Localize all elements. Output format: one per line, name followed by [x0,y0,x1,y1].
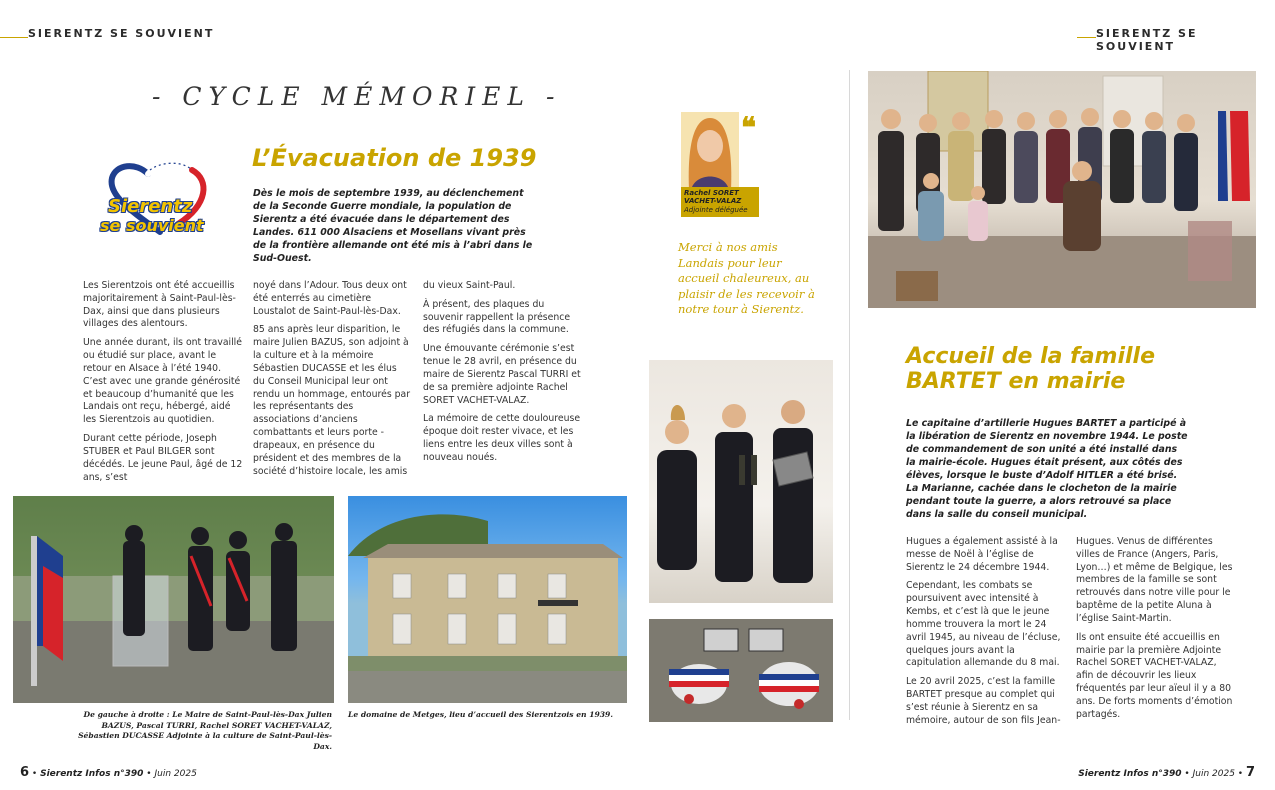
column-2-left [253,280,411,484]
paragraph: Hugues a également assisté à la messe de Noël à l’église de Sierentz le 24 décembre 1944. [906,536,1058,573]
paragraph: La mémoire de cette douloureuse époque doit rester vivace, et les liens entre les deux villes sont à nouveau noués. [423,413,581,463]
footer-mag-right: Sierentz Infos n°390 [1078,769,1182,779]
quote-mark-icon: ❝ [741,111,757,144]
column-3-left [423,280,583,471]
photo-officials [649,360,833,603]
paragraph: Cependant, les combats se poursuivent avec intensité à Kembs, et c’est là que le jeune homme trouvera la mort le 24 avril 1945, au niveau de l’écluse, quelques jours avant la capitulation allemande du 8 mai. [906,580,1061,669]
footer-mag-left: Sierentz Infos n°390 [40,769,144,779]
caption-domaine: Le domaine de Metges, lieu d’accueil des Sierentzois en 1939. [348,710,613,719]
paragraph: Une année durant, ils ont travaillé ou étudié sur place, avant le retour en Alsace à l’été 1940. C’est avec une grande générosité et beaucoup d’humanité que les Landais ont reçu, hébergé, aidé les Sierentzois au quotidien. [83,337,242,426]
photo-family-group [868,71,1256,308]
photo-domaine-metges [348,496,627,703]
paragraph: Le 20 avril 2025, c’est la famille BARTET presque au complet qui s’est réunie à Sierentz en sa mémoire, autour de son fils Jean- [906,676,1061,726]
quote-text: Merci à nos amis Landais pour leur accueil chaleureux, au plaisir de les recevoir à notre tour à Sierentz. [678,240,815,317]
caption-ceremony: De gauche à droite : Le Maire de Saint-Paul-lès-Dax Julien BAZUS, Pascal TURRI, Rachel SORET VACHET-VALAZ, Sébastien DUCASSE Adjointe à la culture de Saint-Paul-lès-Dax. [78,710,332,751]
paragraph: noyé dans l’Adour. Tous deux ont été enterrés au cimetière Loustalot de Saint-Paul-lès-Dax. [253,280,407,317]
footer-date-right: Juin 2025 [1192,769,1235,779]
paragraph: À présent, des plaques du souvenir rappellent la présence des réfugiés dans la commune. [423,298,571,336]
header-left: SIERENTZ SE SOUVIENT [28,27,218,40]
photo-ceremony [13,496,334,703]
lead-bartet: Le capitaine d’artillerie Hugues BARTET a participé à la libération de Sierentz en novembre 1944. Le poste de commandement de son unité a été installé dans la mairie-école. Hugues était présent, aux côtés des élèves, lorsque le buste d’Adolf HITLER a été brisé. La Marianne, cachée dans le clocheton de la mairie pendant toute la guerre, a alors retrouvé sa place dans la salle du conseil municipal. [906,418,1188,520]
portrait-rachel [681,112,739,190]
photo-plaques [649,619,833,722]
column-2-right [1076,536,1236,728]
article-title-evacuation: L’Évacuation de 1939 [252,144,537,172]
footer-left: 6 • Sierentz Infos n°390 • Juin 2025 [20,765,197,780]
article-title-bartet [906,345,1155,394]
paragraph: du vieux Saint-Paul. [423,280,516,291]
article-title-bartet-line1: Accueil de la famille [906,344,1156,369]
page-number-left: 6 [20,765,30,780]
paragraph: Durant cette période, Joseph STUBER et Paul BILGER sont décédés. Le jeune Paul, âgé de 12 ans, s’est [83,433,243,483]
column-1-right [906,536,1066,734]
quote-author-role: Adjointe déléguée [684,205,748,214]
logo-line1: Sierentz [108,196,193,217]
article-title-bartet-line2: BARTET en mairie [906,368,1126,394]
paragraph: Ils ont ensuite été accueillis en mairie par la première Adjointe Rachel SORET VACHET-VALAZ, afin de découvrir les lieux fréquentés par leur aïeul il y a 80 ans. De forts moments d’émotion partagés. [1076,631,1233,720]
quote-author-box [681,187,759,217]
paragraph: Les Sierentzois ont été accueillis majoritairement à Saint-Paul-lès-Dax, ainsi que dans plusieurs villages des alentours. [83,280,236,330]
column-1-left [83,280,243,490]
series-title: - CYCLE MÉMORIEL - [152,82,562,111]
spread-divider [849,70,850,720]
paragraph: Une émouvante cérémonie s’est tenue le 28 avril, en présence du maire de Sierentz Pascal TURRI et de sa première adjointe Rachel SORET VACHET-VALAZ. [423,343,581,406]
quote-author-name: Rachel SORET VACHET-VALAZ [684,189,742,206]
sierentz-logo [100,160,225,240]
header-right: SIERENTZ SE SOUVIENT [1096,27,1275,53]
paragraph: 85 ans après leur disparition, le maire Julien BAZUS, son adjoint à la culture et à la mémoire Sébastien DUCASSE et les élus du Conseil Municipal leur ont rendu un hommage, entourés par les représentants des associations d’anciens combattants et leurs porte - drapeaux, en présence du président et des membres de la société d’histoire locale, les amis [253,324,411,477]
paragraph: Hugues. Venus de différentes villes de France (Angers, Paris, Lyon…) et même de Belgique, les membres de la famille se sont retrouvés dans notre ville pour le baptême de la petite Aluna à l’église Saint-Martin. [1076,536,1233,624]
lead-evacuation: Dès le mois de septembre 1939, au déclenchement de la Seconde Guerre mondiale, la population de Sierentz a été évacuée dans le département des Landes. 611 000 Alsaciens et Mosellans vivant près de la frontière allemande ont été mis à l’abri dans le Sud-Ouest. [253,188,533,264]
page-number-right: 7 [1245,765,1255,780]
logo-line2: se souvient [100,216,204,235]
footer-date-left: Juin 2025 [154,769,197,779]
footer-right: Sierentz Infos n°390 • Juin 2025 • 7 [1078,765,1255,780]
